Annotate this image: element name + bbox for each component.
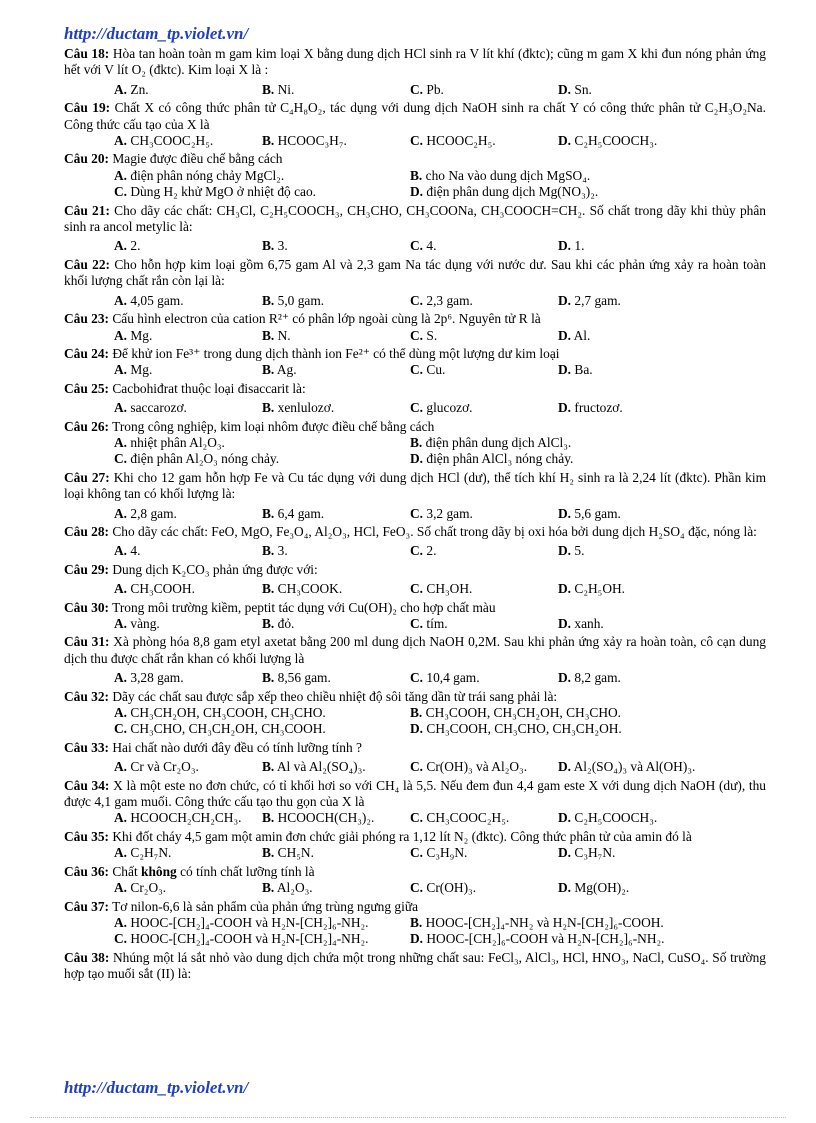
option-d[interactable]: D. 8,2 gam. bbox=[558, 670, 621, 686]
option-b[interactable]: B. HOOC-[CH₂]₄-NH₂ và H₂N-[CH₂]₆-COOH. bbox=[410, 914, 664, 930]
question: Câu 37: Tơ nilon-6,6 là sản phẩm của phản ứng trùng ngưng giữa bbox=[64, 898, 419, 914]
option-b[interactable]: B. CH₃COOK. bbox=[262, 581, 343, 597]
option-a[interactable]: A. saccarozơ. bbox=[114, 400, 187, 416]
option-a[interactable]: A. điện phân nóng chảy MgCl₂. bbox=[114, 167, 285, 183]
option-a[interactable]: A. 3,28 gam. bbox=[114, 670, 184, 686]
options bbox=[64, 705, 766, 738]
question: Câu 18: Hòa tan hoàn toàn m gam kim loại X bằng dung dịch HCl sinh ra V lít khí (đktc); cũng m gam X khi đun nóng phản ứng hết với V lít O₂ (đktc). Kim loại X là : bbox=[64, 46, 766, 78]
header-link[interactable]: http://ductam_tp.violet.vn/ bbox=[64, 24, 249, 43]
page-bottom-divider bbox=[30, 1117, 786, 1118]
question: Câu 34: X là một este no đơn chức, có tỉ khối hơi so với CH₄ là 5,5. Nếu đem đun 4,4 gam este X với dung dịch NaOH (dư), thu được 4,1 gam muối. Công thức cấu tạo thu gọn của X là bbox=[64, 777, 767, 810]
option-c[interactable]: C. 4. bbox=[410, 238, 437, 254]
option-d[interactable]: D. 5,6 gam. bbox=[558, 505, 621, 521]
option-b[interactable]: B. 3. bbox=[262, 238, 288, 254]
option-a[interactable]: A. vàng. bbox=[114, 616, 160, 631]
option-d[interactable]: D. 2,7 gam. bbox=[558, 292, 621, 308]
options bbox=[64, 616, 766, 632]
question: Câu 28: Cho dãy các chất: FeO, MgO, Fe₃O₄, Al₂O₃, HCl, FeO₃. Số chất trong dãy bị oxi hóa bởi dung dịch H₂SO₄ đặc, nóng là: bbox=[64, 523, 757, 539]
question: Câu 33: Hai chất nào dưới đây đều có tính lưỡng tính ? bbox=[64, 739, 362, 755]
option-d[interactable]: D. Ba. bbox=[558, 362, 593, 378]
option-a[interactable]: A. Mg. bbox=[114, 362, 153, 378]
options bbox=[64, 810, 766, 826]
option-d[interactable]: D. 1. bbox=[558, 238, 585, 254]
option-d[interactable]: D. HOOC-[CH₂]₆-COOH và H₂N-[CH₂]₆-NH₂. bbox=[410, 931, 665, 947]
options bbox=[64, 168, 766, 201]
option-a[interactable]: A. Cr và Cr₂O₃. bbox=[114, 759, 199, 775]
option-d[interactable]: D. C₂H₅COOCH₃. bbox=[558, 133, 658, 149]
option-a[interactable]: A. HOOC-[CH₂]₄-COOH và H₂N-[CH₂]₆-NH₂. bbox=[114, 914, 369, 930]
option-b[interactable]: B. Ni. bbox=[262, 81, 295, 97]
option-b[interactable]: B. xenlulozơ. bbox=[262, 400, 335, 416]
option-d[interactable]: D. fructozơ. bbox=[558, 400, 623, 416]
question: Câu 32: Dãy các chất sau được sắp xếp theo chiều nhiệt độ sôi tăng dần từ trái sang phải là: bbox=[64, 688, 558, 704]
options bbox=[64, 915, 766, 948]
option-a[interactable]: A. 2,8 gam. bbox=[114, 505, 177, 521]
option-b[interactable]: B. N. bbox=[262, 327, 291, 343]
option-a[interactable]: A. Zn. bbox=[114, 81, 149, 97]
option-c[interactable]: C. Pb. bbox=[410, 81, 444, 97]
option-d[interactable]: D. CH₃COOH, CH₃CHO, CH₃CH₂OH. bbox=[410, 721, 622, 737]
options bbox=[64, 362, 766, 378]
option-a[interactable]: A. nhiệt phân Al₂O₃. bbox=[114, 434, 225, 450]
option-b[interactable]: B. 6,4 gam. bbox=[262, 505, 325, 521]
question: Câu 25: Cacbohiđrat thuộc loại đisaccarit là: bbox=[64, 380, 306, 396]
question: Câu 20: Magie được điều chế bằng cách bbox=[64, 151, 283, 167]
option-b[interactable]: B. HCOOCH(CH₃)₂. bbox=[262, 810, 375, 826]
option-d[interactable]: D. Sn. bbox=[558, 81, 592, 97]
option-a[interactable]: A. CH₃CH₂OH, CH₃COOH, CH₃CHO. bbox=[114, 705, 326, 721]
option-c[interactable]: C. Cr(OH)₃ và Al₂O₃. bbox=[410, 759, 528, 775]
option-a[interactable]: A. CH₃COOC₂H₅. bbox=[114, 133, 214, 149]
options bbox=[64, 581, 766, 597]
option-c[interactable]: C. CH₃OH. bbox=[410, 581, 473, 597]
option-c[interactable]: C. HCOOC₂H₅. bbox=[410, 133, 496, 149]
option-a[interactable]: A. 4. bbox=[114, 543, 141, 559]
option-b[interactable]: B. Ag. bbox=[262, 362, 297, 378]
option-a[interactable]: A. 4,05 gam. bbox=[114, 292, 184, 308]
option-c[interactable]: C. CH₃CHO, CH₃CH₂OH, CH₃COOH. bbox=[114, 721, 326, 737]
option-c[interactable]: C. tím. bbox=[410, 616, 448, 631]
option-b[interactable]: B. 3. bbox=[262, 543, 288, 559]
option-c[interactable]: C. điện phân Al₂O₃ nóng chảy. bbox=[114, 451, 280, 467]
option-c[interactable]: C. glucozơ. bbox=[410, 400, 473, 416]
question: Câu 22: Cho hỗn hợp kim loại gồm 6,75 gam Al và 2,3 gam Na tác dụng với nước dư. Sau khi các phản ứng xảy ra hoàn toàn khối lượng chất rắn còn lại là: bbox=[64, 256, 766, 289]
option-c[interactable]: C. Cr(OH)₃. bbox=[410, 880, 477, 896]
option-b[interactable]: B. 5,0 gam. bbox=[262, 292, 325, 308]
options bbox=[64, 506, 766, 522]
option-a[interactable]: A. 2. bbox=[114, 238, 141, 254]
options bbox=[64, 670, 766, 686]
option-c[interactable]: C. Cu. bbox=[410, 362, 446, 378]
question: Câu 30: Trong môi trường kiềm, peptit tác dụng với Cu(OH)₂ cho hợp chất màu bbox=[64, 599, 496, 615]
option-d[interactable]: D. C₂H₅COOCH₃. bbox=[558, 810, 658, 826]
options bbox=[64, 82, 766, 98]
question: Câu 21: Cho dãy các chất: CH₃Cl, C₂H₅COOCH₃, CH₃CHO, CH₃COONa, CH₃COOCH=CH₂. Số chất trong dãy khi thủy phân sinh ra ancol metylic là: bbox=[64, 202, 766, 235]
option-d[interactable]: D. điện phân AlCl₃ nóng chảy. bbox=[410, 451, 574, 467]
option-d[interactable]: D. 5. bbox=[558, 543, 585, 559]
option-c[interactable]: C. 10,4 gam. bbox=[410, 670, 480, 686]
option-b[interactable]: B. điện phân dung dịch AlCl₃. bbox=[410, 434, 572, 450]
option-d[interactable]: D. Al₂(SO₄)₃ và Al(OH)₃. bbox=[558, 759, 696, 775]
option-b[interactable]: B. cho Na vào dung dịch MgSO₄. bbox=[410, 167, 591, 183]
options bbox=[64, 759, 766, 775]
question: Câu 23: Cấu hình electron của cation R²⁺ có phân lớp ngoài cùng là 2p⁶. Nguyên tử R là bbox=[64, 311, 541, 327]
options bbox=[64, 880, 766, 896]
options bbox=[64, 543, 766, 559]
option-d[interactable]: D. C₂H₅OH. bbox=[558, 581, 626, 597]
option-b[interactable]: B. HCOOC₃H₇. bbox=[262, 133, 347, 149]
option-c[interactable]: C. 2. bbox=[410, 543, 437, 559]
option-a[interactable]: A. HCOOCH₂CH₂CH₃. bbox=[114, 810, 242, 826]
options bbox=[64, 400, 766, 416]
options bbox=[64, 238, 766, 254]
question: Câu 35: Khi đốt cháy 4,5 gam một amin đơn chức giải phóng ra 1,12 lít N₂ (đktc). Công thức phân tử của amin đó là bbox=[64, 828, 692, 844]
options bbox=[64, 293, 766, 309]
option-b[interactable]: B. đỏ. bbox=[262, 616, 295, 631]
option-d[interactable]: D. Mg(OH)₂. bbox=[558, 880, 630, 896]
option-c[interactable]: C. 3,2 gam. bbox=[410, 505, 473, 521]
option-a[interactable]: A. Cr₂O₃. bbox=[114, 880, 167, 896]
option-d[interactable]: D. Al. bbox=[558, 327, 591, 343]
option-a[interactable]: A. C₂H₇N. bbox=[114, 845, 172, 861]
option-c[interactable]: C. C₃H₉N. bbox=[410, 845, 468, 861]
option-b[interactable]: B. CH₃COOH, CH₃CH₂OH, CH₃CHO. bbox=[410, 705, 622, 721]
question: Câu 27: Khi cho 12 gam hỗn hợp Fe và Cu tác dụng với dung dịch HCl (dư), thể tích khí H₂ sinh ra là 2,24 lít (đktc). Phần kim loại không tan có khối lượng là: bbox=[64, 469, 766, 502]
option-c[interactable]: C. 2,3 gam. bbox=[410, 292, 473, 308]
option-b[interactable]: B. Al₂O₃. bbox=[262, 880, 313, 896]
option-d[interactable]: D. C₃H₇N. bbox=[558, 845, 616, 861]
option-c[interactable]: C. S. bbox=[410, 327, 438, 343]
option-c[interactable]: C. Dùng H₂ khử MgO ở nhiệt độ cao. bbox=[114, 184, 317, 200]
question: Câu 24: Để khử ion Fe³⁺ trong dung dịch thành ion Fe²⁺ có thể dùng một lượng dư kim loại bbox=[64, 345, 560, 361]
option-d[interactable]: D. điện phân dung dịch Mg(NO₃)₂. bbox=[410, 184, 599, 200]
question: Câu 36: Chất không có tính chất lưỡng tính là bbox=[64, 863, 315, 879]
options bbox=[64, 435, 766, 468]
option-b[interactable]: B. Al và Al₂(SO₄)₃. bbox=[262, 759, 366, 775]
question: Câu 29: Dung dịch K₂CO₃ phản ứng được với: bbox=[64, 561, 318, 577]
option-a[interactable]: A. CH₃COOH. bbox=[114, 581, 195, 597]
option-c[interactable]: C. HOOC-[CH₂]₄-COOH và H₂N-[CH₂]₄-NH₂. bbox=[114, 931, 369, 947]
option-b[interactable]: B. 8,56 gam. bbox=[262, 670, 331, 686]
document-page bbox=[64, 24, 766, 983]
option-b[interactable]: B. CH₅N. bbox=[262, 845, 314, 861]
footer-link[interactable]: http://ductam_tp.violet.vn/ bbox=[64, 1078, 249, 1097]
option-a[interactable]: A. Mg. bbox=[114, 327, 153, 343]
question: Câu 31: Xà phòng hóa 8,8 gam etyl axetat bằng 200 ml dung dịch NaOH 0,2M. Sau khi phản ứng xảy ra hoàn toàn, cô cạn dung dịch thu được chất rắn khan có khối lượng là bbox=[64, 634, 767, 666]
options bbox=[64, 328, 766, 344]
question: Câu 19: Chất X có công thức phân tử C₄H₈O₂, tác dụng với dung dịch NaOH sinh ra chất Y có công thức phân tử C₂H₃O₂Na. Công thức cấu tạo của X là bbox=[64, 100, 766, 132]
options bbox=[64, 845, 766, 861]
option-d[interactable]: D. xanh. bbox=[558, 616, 604, 631]
question: Câu 38: Nhúng một lá sắt nhỏ vào dung dịch chứa một trong những chất sau: FeCl₃, AlCl₃, HCl, HNO₃, NaCl, CuSO₄. Số trường hợp tạo muối sắt (II) là: bbox=[64, 949, 766, 982]
options bbox=[64, 133, 766, 149]
question: Câu 26: Trong công nghiệp, kim loại nhôm được điều chế bằng cách bbox=[64, 418, 435, 434]
option-c[interactable]: C. CH₃COOC₂H₅. bbox=[410, 810, 510, 826]
